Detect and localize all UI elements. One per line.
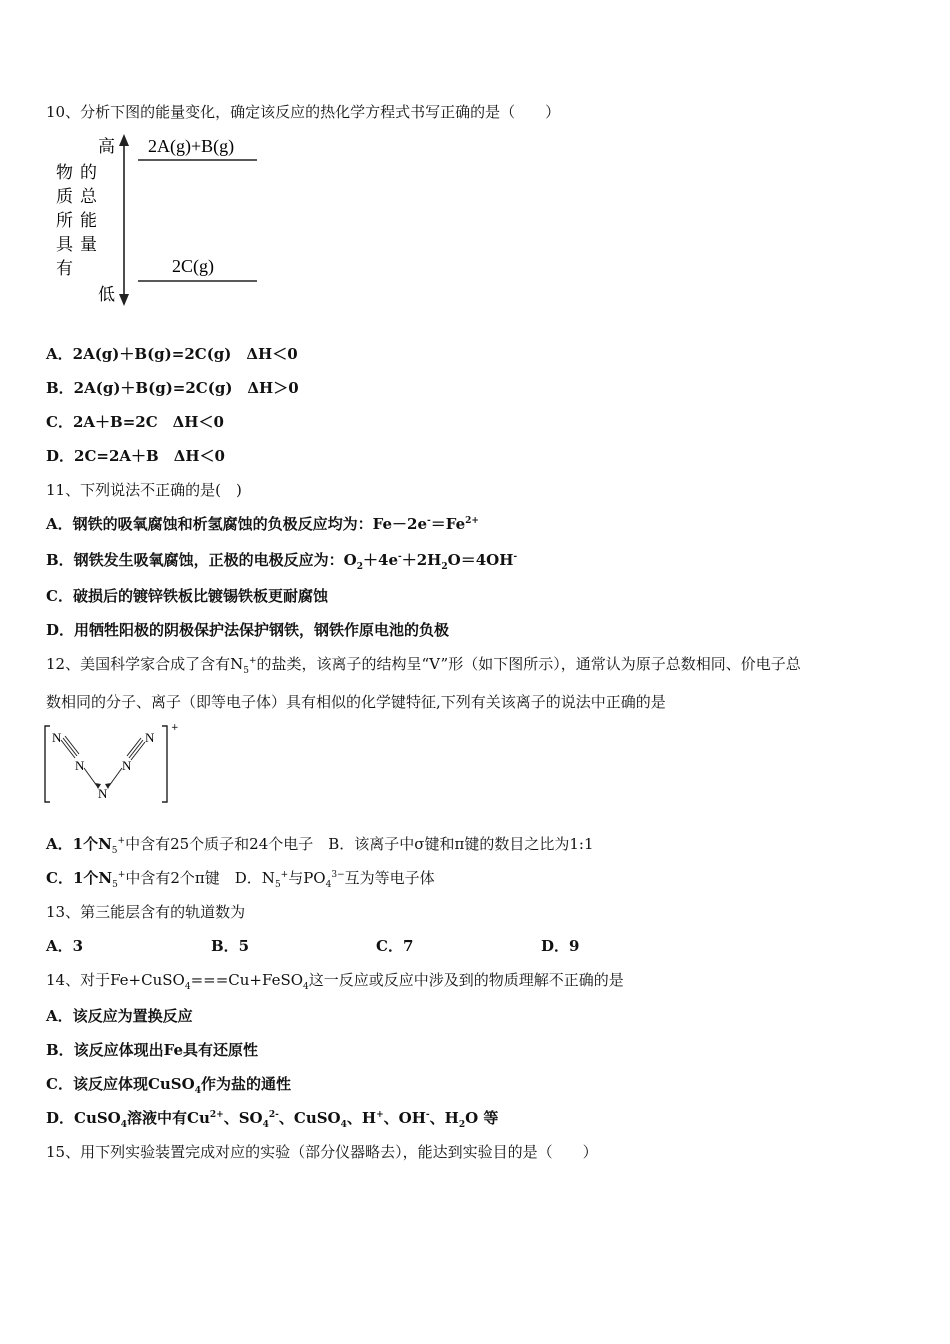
text: ＋2H [401, 551, 442, 569]
sup: 2+ [465, 516, 479, 526]
sub: 4 [184, 982, 191, 992]
sub: 2 [458, 1120, 466, 1130]
sub: 5 [112, 880, 118, 890]
text: 溶液中有Cu [127, 1109, 210, 1127]
text: 、H [429, 1109, 459, 1127]
text: 中含有2个π键 D．N [125, 869, 275, 887]
lc-0: 物 [56, 163, 73, 183]
sub: 5 [274, 880, 281, 890]
sup: + [117, 870, 126, 880]
sub: 4 [303, 982, 309, 992]
q13-stem: 13、第三能层含有的轨道数为 [46, 903, 246, 921]
lc-1: 质 [56, 187, 73, 207]
text: 、SO [223, 1109, 263, 1127]
text: O＝4OH [447, 551, 514, 569]
atom-n3: N [98, 786, 108, 801]
q12-option-cd[interactable] [46, 868, 435, 888]
q11-stem: 11、下列说法不正确的是( ) [46, 481, 242, 499]
q13-option-d[interactable]: D．9 [541, 937, 580, 955]
sub: 4 [120, 1120, 128, 1130]
sup: + [248, 656, 257, 666]
sup: - [427, 516, 431, 526]
text: ＋4e [363, 551, 398, 569]
sup: 3− [331, 870, 345, 880]
q10-stem: 10、分析下图的能量变化，确定该反应的热化学方程式书写正确的是（ ） [46, 103, 561, 121]
atom-n2: N [75, 758, 85, 773]
sup: + [280, 870, 289, 880]
text: 与PO [288, 869, 326, 887]
sup: - [513, 552, 518, 562]
q14-option-d[interactable] [46, 1108, 498, 1128]
text: A．1个N [46, 835, 112, 853]
q13-options [46, 936, 579, 956]
q14-option-c[interactable] [46, 1074, 291, 1094]
rc-2: 能 [80, 211, 97, 231]
q12-stem-line2: 数相同的分子、离子（即等电子体）具有相似的化学键特征,下列有关该离子的说法中正确的是 [46, 693, 666, 711]
text: 12、美国科学家合成了含有N [46, 655, 244, 673]
text: 中含有25个质子和24个电子 B．该离子中σ键和π键的数目之比为1:1 [125, 835, 594, 853]
sup: + [117, 836, 126, 846]
rc-3: 量 [80, 235, 97, 255]
text: C．1个N [46, 869, 113, 887]
q10-option-d[interactable]: D．2C=2A＋B ΔH＜0 [46, 447, 225, 465]
q14-stem [46, 970, 624, 990]
sup: - [425, 1110, 430, 1120]
lc-4: 有 [56, 259, 73, 279]
sub: 4 [194, 1086, 201, 1096]
q13-option-b[interactable]: B．5 [211, 937, 250, 955]
rc-1: 总 [80, 187, 97, 207]
text: ＝Fe [430, 515, 466, 533]
lc-2: 所 [56, 211, 73, 231]
q11-option-d[interactable]: D．用牺牲阳极的阴极保护法保护钢铁，钢铁作原电池的负极 [46, 621, 450, 639]
atom-n5: N [145, 730, 155, 745]
q10-option-a[interactable]: A．2A(g)＋B(g)=2C(g) ΔH＜0 [46, 345, 298, 363]
sub: 5 [111, 846, 118, 856]
text: 互为等电子体 [344, 869, 435, 887]
label-low: 低 [98, 285, 115, 305]
text: A．钢铁的吸氧腐蚀和析氢腐蚀的负极反应均为：Fe－2e [46, 515, 427, 533]
sub: 2 [356, 562, 364, 572]
sub: 2 [441, 562, 448, 572]
text: 14、对于Fe+CuSO [46, 971, 185, 989]
text: 这一反应或反应中涉及到的物质理解不正确的是 [308, 971, 624, 989]
q11-option-a[interactable] [46, 514, 479, 534]
text: 、CuSO [278, 1109, 341, 1127]
text: 、H [346, 1109, 377, 1127]
q10-option-c[interactable]: C．2A＋B=2C ΔH＜0 [46, 413, 224, 431]
text: ===Cu+FeSO [190, 971, 304, 989]
text: O 等 [465, 1109, 499, 1127]
energy-diagram [52, 132, 272, 307]
q13-option-c[interactable]: C．7 [376, 937, 414, 955]
q10-option-b[interactable]: B．2A(g)＋B(g)=2C(g) ΔH＞0 [46, 379, 299, 397]
q11-option-c[interactable]: C．破损后的镀锌铁板比镀锡铁板更耐腐蚀 [46, 587, 328, 605]
text: 、OH [383, 1109, 426, 1127]
sub: 4 [262, 1120, 269, 1130]
q12-option-ab[interactable] [46, 834, 594, 854]
text: C．该反应体现CuSO [46, 1075, 195, 1093]
sup: 2+ [209, 1110, 224, 1120]
text: 的盐类，该离子的结构呈“V”形（如下图所示），通常认为原子总数相同、价电子总 [256, 655, 801, 673]
text: 作为盐的通性 [200, 1075, 291, 1093]
top-level-label: 2A(g)+B(g) [148, 136, 235, 156]
sub: 4 [325, 880, 332, 890]
q12-stem-line1 [46, 654, 801, 674]
q11-option-b[interactable] [46, 550, 517, 570]
sup: 2- [268, 1110, 279, 1120]
sup: + [376, 1110, 384, 1120]
atom-n1: N [52, 730, 62, 745]
sup: - [398, 552, 402, 562]
q14-option-b[interactable]: B．该反应体现出Fe具有还原性 [46, 1041, 259, 1059]
text: D．CuSO [46, 1109, 121, 1127]
q13-option-a[interactable]: A．3 [46, 937, 84, 955]
q15-stem: 15、用下列实验装置完成对应的实验（部分仪器略去），能达到实验目的是（ ） [46, 1143, 598, 1161]
label-high: 高 [98, 137, 115, 157]
atom-n4: N [122, 758, 132, 773]
lc-3: 具 [56, 235, 73, 255]
text: B．钢铁发生吸氧腐蚀，正极的电极反应为：O [46, 551, 357, 569]
n5-structure-diagram [42, 722, 182, 806]
bottom-level-label: 2C(g) [172, 256, 214, 276]
q14-option-a[interactable]: A．该反应为置换反应 [46, 1007, 193, 1025]
charge: + [171, 723, 179, 733]
rc-0: 的 [80, 163, 97, 183]
sub: 5 [243, 666, 249, 676]
sub: 4 [340, 1120, 347, 1130]
